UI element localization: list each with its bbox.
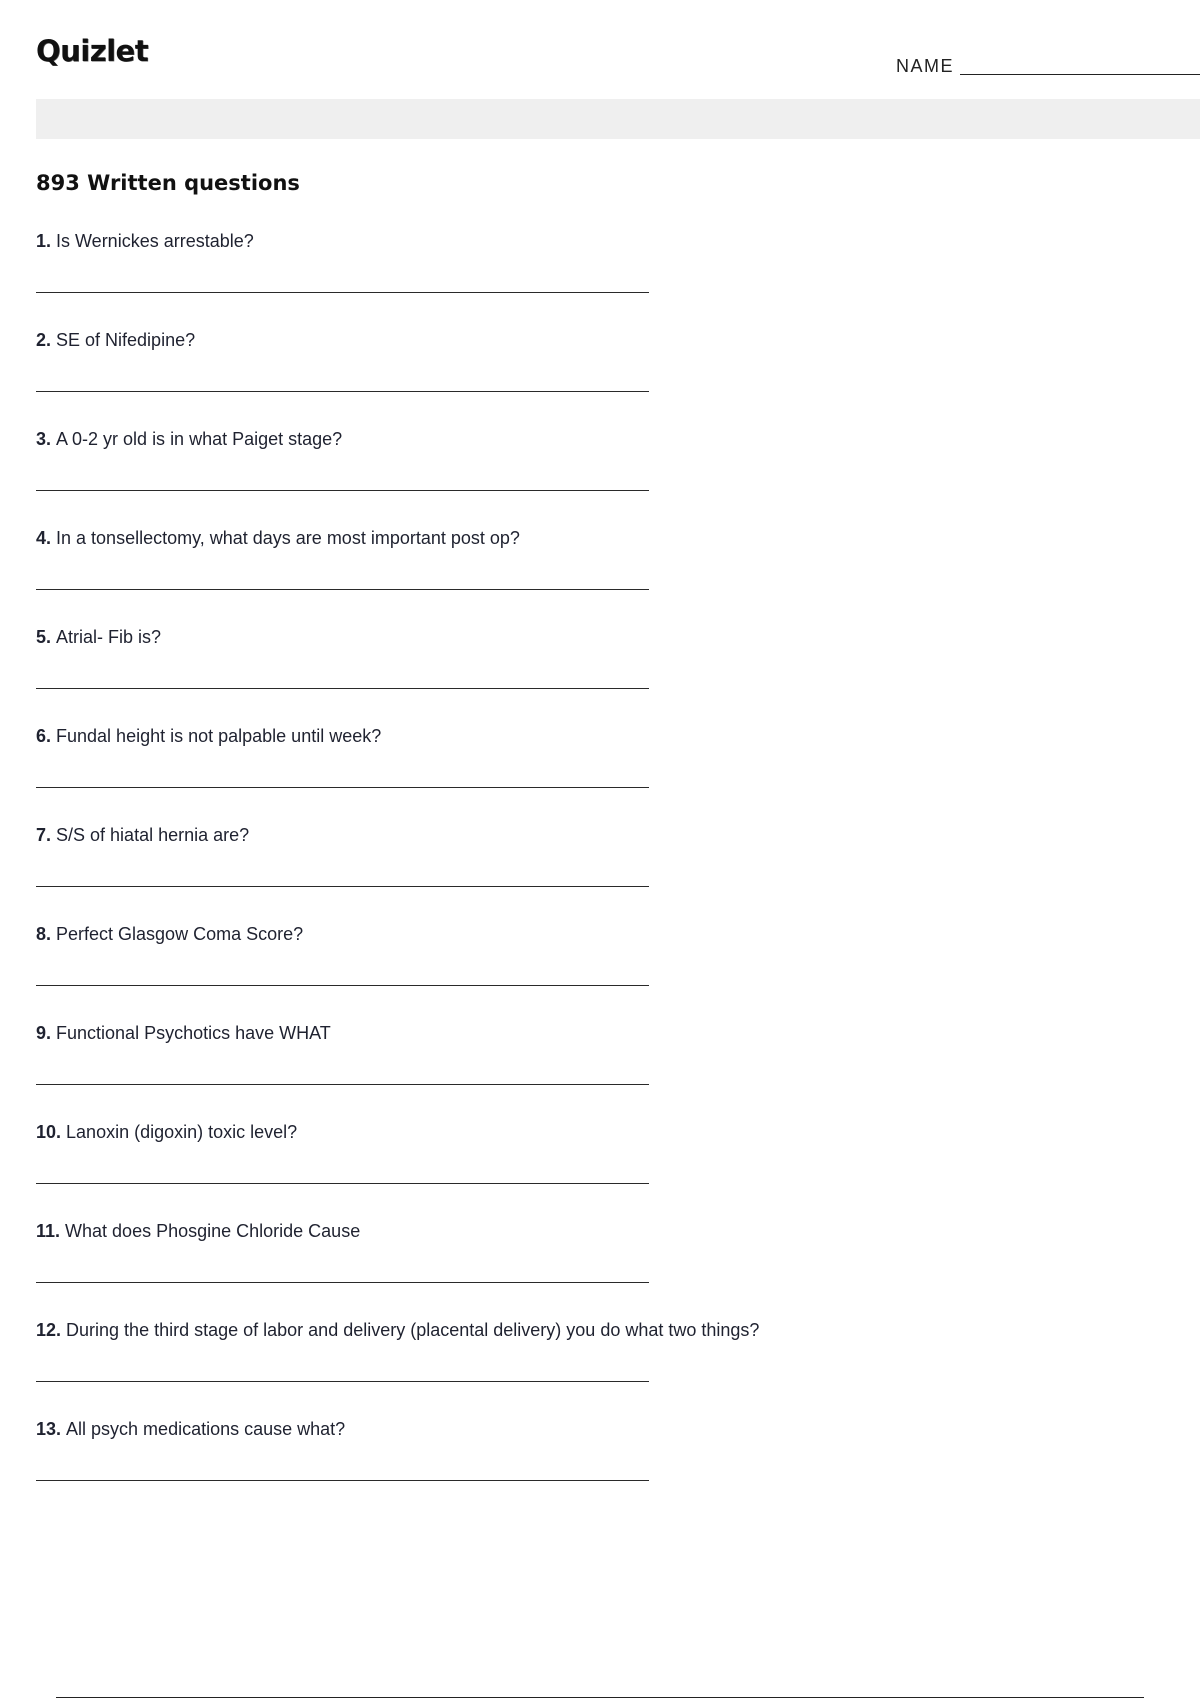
question-item [36, 1418, 1136, 1517]
answer-line[interactable] [36, 985, 649, 986]
question-number: 8. [36, 924, 52, 944]
question-item [36, 1022, 1136, 1121]
answer-line[interactable] [36, 1381, 649, 1382]
answer-line[interactable] [36, 490, 649, 491]
question-prompt: During the third stage of labor and delivery (placental delivery) you do what two things? [66, 1320, 760, 1340]
question-number: 2. [36, 330, 52, 350]
answer-line[interactable] [36, 1282, 649, 1283]
question-prompt: All psych medications cause what? [66, 1419, 346, 1439]
question-number: 6. [36, 726, 52, 746]
question-item [36, 1121, 1136, 1220]
question-prompt: Fundal height is not palpable until week? [56, 726, 382, 746]
question-item [36, 428, 1136, 527]
question-item [36, 230, 1136, 329]
question-number: 3. [36, 429, 52, 449]
question-text [36, 1220, 1136, 1242]
question-text [36, 1022, 1136, 1044]
question-prompt: Lanoxin (digoxin) toxic level? [66, 1122, 298, 1142]
question-text [36, 329, 1136, 351]
question-number: 5. [36, 627, 52, 647]
question-text [36, 725, 1136, 747]
question-prompt: What does Phosgine Chloride Cause [65, 1221, 361, 1241]
question-text [36, 824, 1136, 846]
question-text [36, 1121, 1136, 1143]
question-item [36, 1319, 1136, 1418]
question-number: 1. [36, 231, 52, 251]
question-item [36, 527, 1136, 626]
question-item [36, 626, 1136, 725]
answer-line[interactable] [36, 886, 649, 887]
footer-rule [56, 1697, 1144, 1698]
question-number: 12. [36, 1320, 62, 1340]
question-number: 9. [36, 1023, 52, 1043]
question-number: 10. [36, 1122, 62, 1142]
question-number: 13. [36, 1419, 62, 1439]
answer-line[interactable] [36, 1480, 649, 1481]
page-header [36, 34, 1200, 84]
question-prompt: Atrial- Fib is? [56, 627, 162, 647]
question-item [36, 824, 1136, 923]
answer-line[interactable] [36, 1183, 649, 1184]
question-text [36, 1418, 1136, 1440]
question-list [36, 230, 1136, 1517]
question-text [36, 230, 1136, 252]
answer-line[interactable] [36, 391, 649, 392]
question-text [36, 626, 1136, 648]
question-item [36, 329, 1136, 428]
quizlet-logo: Quizlet [36, 34, 149, 68]
question-number: 11. [36, 1221, 61, 1241]
name-field [896, 56, 1200, 77]
answer-line[interactable] [36, 589, 649, 590]
header-band [36, 99, 1200, 139]
question-prompt: S/S of hiatal hernia are? [56, 825, 250, 845]
question-prompt: In a tonsellectomy, what days are most important post op? [56, 528, 520, 548]
answer-line[interactable] [36, 292, 649, 293]
question-text [36, 923, 1136, 945]
question-prompt: A 0-2 yr old is in what Paiget stage? [56, 429, 343, 449]
question-text [36, 1319, 1136, 1341]
answer-line[interactable] [36, 688, 649, 689]
question-item [36, 725, 1136, 824]
question-prompt: Perfect Glasgow Coma Score? [56, 924, 304, 944]
name-blank-line[interactable] [960, 74, 1200, 75]
question-item [36, 1220, 1136, 1319]
question-item [36, 923, 1136, 1022]
answer-line[interactable] [36, 1084, 649, 1085]
question-number: 7. [36, 825, 52, 845]
question-number: 4. [36, 528, 52, 548]
question-text [36, 428, 1136, 450]
section-title: 893 Written questions [36, 171, 300, 195]
name-label: NAME [895, 56, 954, 76]
answer-line[interactable] [36, 787, 649, 788]
question-prompt: Is Wernickes arrestable? [56, 231, 254, 251]
question-prompt: SE of Nifedipine? [56, 330, 196, 350]
question-text [36, 527, 1136, 549]
question-prompt: Functional Psychotics have WHAT [56, 1023, 331, 1043]
